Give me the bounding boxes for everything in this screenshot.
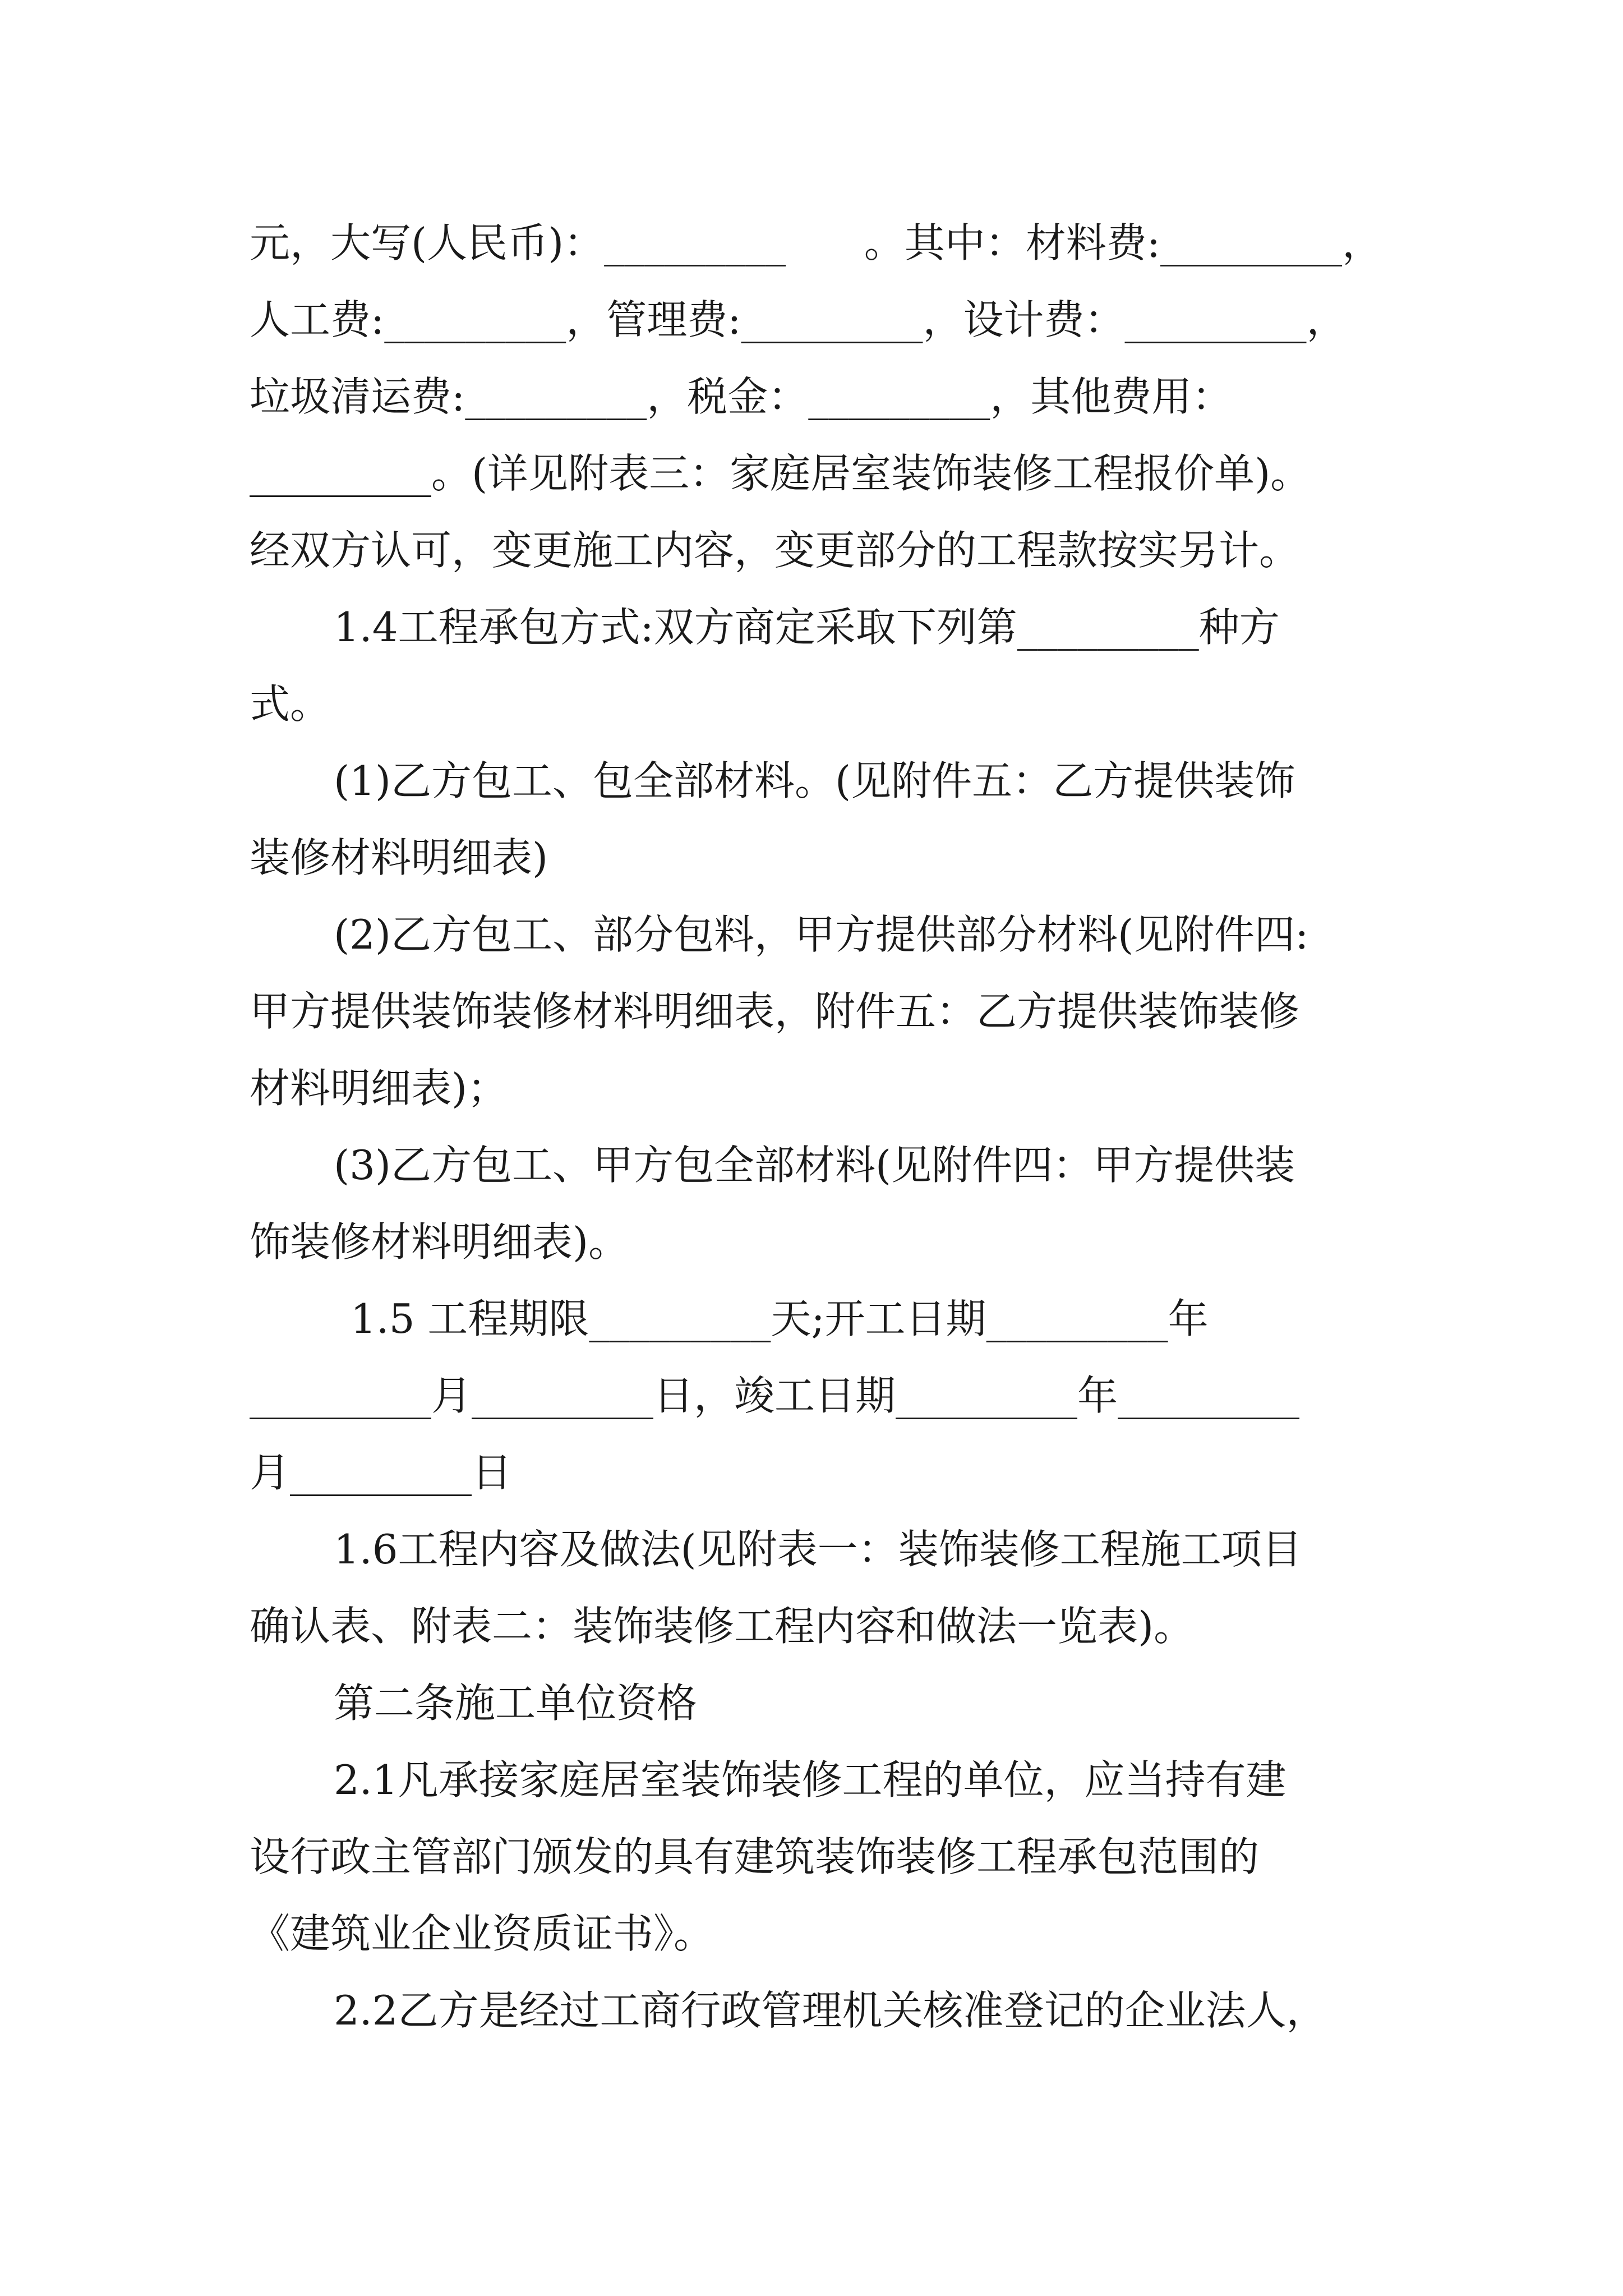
clause-1-5: 1.5 工程期限_________天;开工日期_________年: [351, 1295, 1209, 1342]
text-line: 饰装修材料明细表)。: [250, 1218, 629, 1266]
text-line: _________。(详见附表三：家庭居室装饰装修工程报价单)。: [250, 450, 1311, 497]
clause-1-4: 1.4工程承包方式:双方商定采取下列第_________种方: [334, 604, 1280, 651]
text-line: 式。: [250, 680, 331, 728]
text-line: 装修材料明细表): [250, 834, 548, 881]
option-1: (1)乙方包工、包全部材料。(见附件五：乙方提供装饰: [334, 757, 1295, 804]
clause-1-6: 1.6工程内容及做法(见附表一：装饰装修工程施工项目: [334, 1526, 1302, 1573]
text-line: _________月_________日，竣工日期_________年_________: [250, 1372, 1300, 1419]
option-3: (3)乙方包工、甲方包全部材料(见附件四：甲方提供装: [334, 1142, 1295, 1189]
article-2-heading: 第二条施工单位资格: [334, 1680, 698, 1727]
text-line: 经双方认可，变更施工内容，变更部分的工程款按实另计。: [250, 527, 1300, 574]
option-2: (2)乙方包工、部分包料，甲方提供部分材料(见附件四:: [334, 911, 1309, 958]
text-line: 元，大写(人民币)：_________ 。其中：材料费:_________，: [250, 219, 1382, 266]
text-line: 月_________日: [250, 1449, 513, 1496]
clause-2-2: 2.2乙方是经过工商行政管理机关核准登记的企业法人，: [334, 1987, 1327, 2034]
text-line: 甲方提供装饰装修材料明细表，附件五：乙方提供装饰装修: [250, 988, 1300, 1035]
text-line: 人工费:_________，管理费:_________，设计费：_________，: [250, 296, 1347, 343]
text-line: 垃圾清运费:_________，税金：_________，其他费用：: [250, 373, 1233, 420]
text-line: 材料明细表)；: [250, 1065, 508, 1112]
clause-2-1: 2.1凡承接家庭居室装饰装修工程的单位，应当持有建: [334, 1756, 1287, 1803]
text-line: 设行政主管部门颁发的具有建筑装饰装修工程承包范围的: [250, 1833, 1260, 1880]
text-line: 确认表、附表二：装饰装修工程内容和做法一览表)。: [250, 1603, 1195, 1650]
text-line: 《建筑业企业资质证书》。: [250, 1910, 714, 1957]
